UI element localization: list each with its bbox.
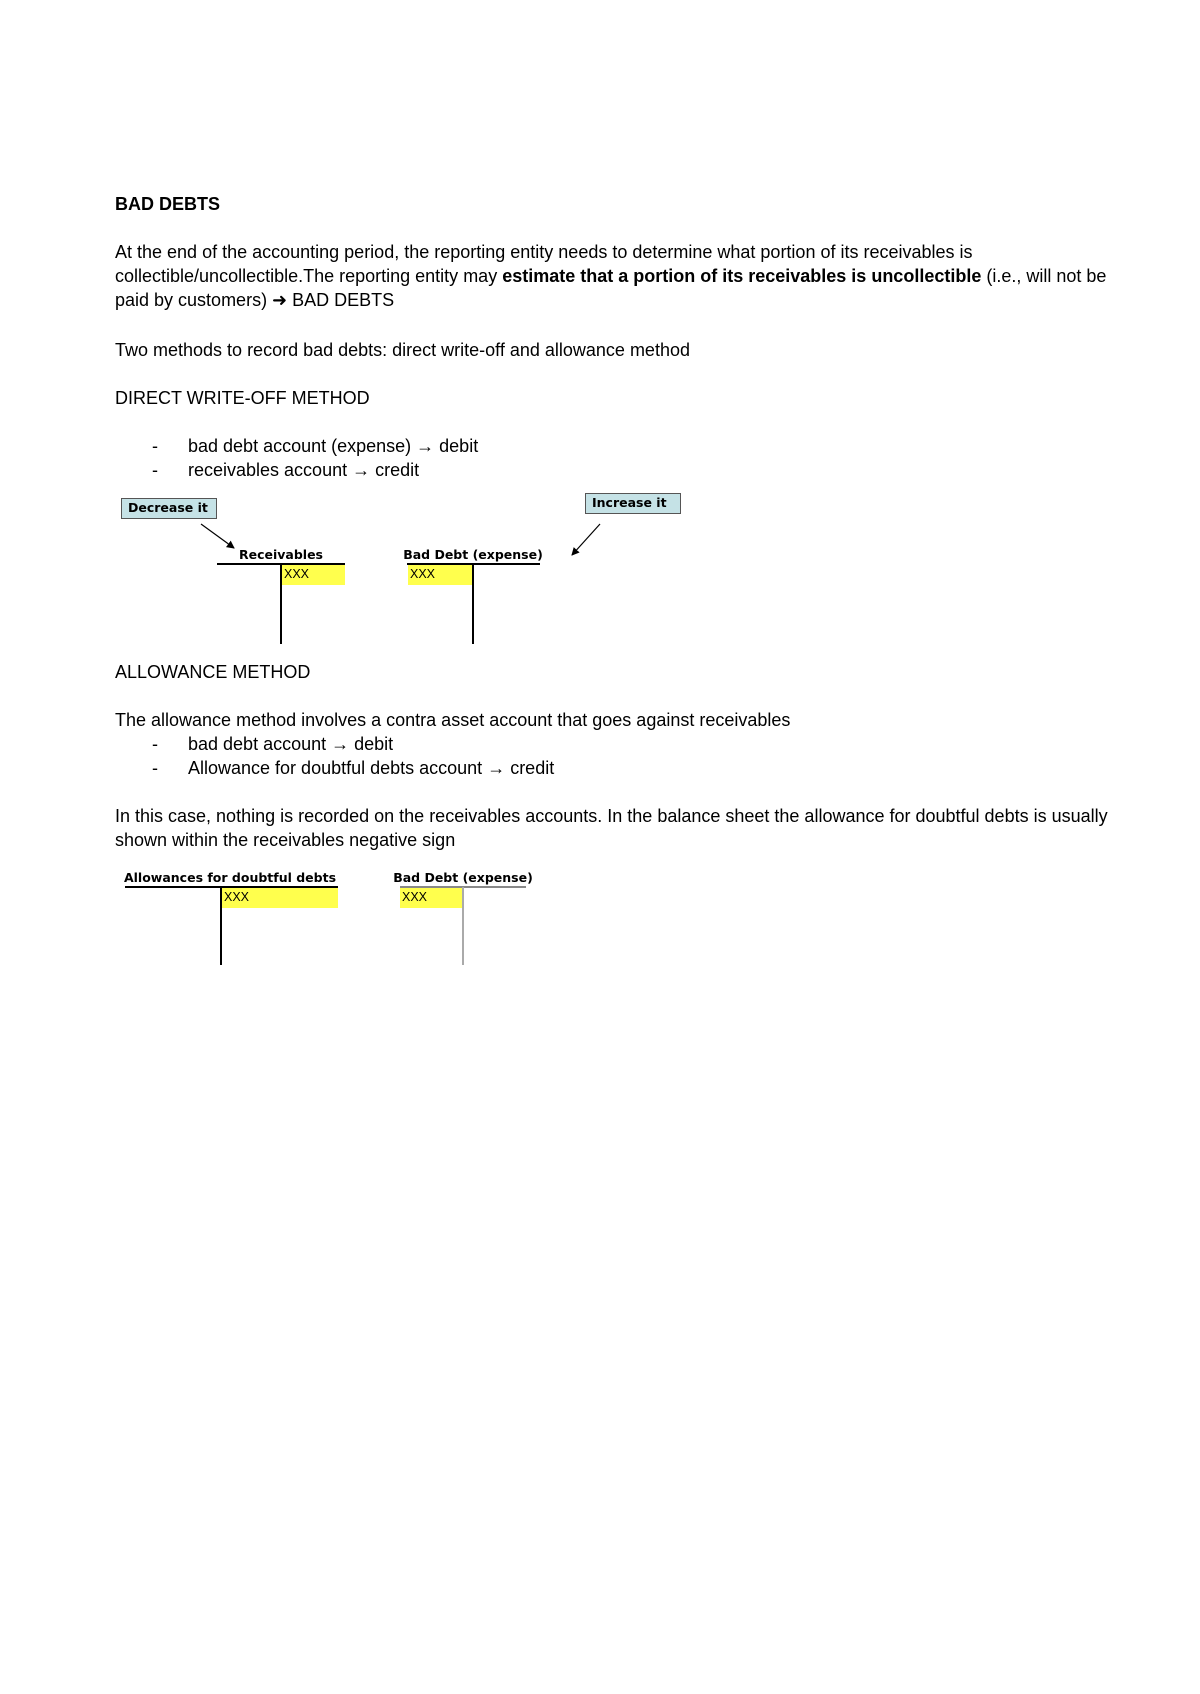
bad-debt-account-title-2: Bad Debt (expense) [393,870,533,885]
receivables-credit-cell: XXX [282,565,345,585]
allowance-account-title: Allowances for doubtful debts [123,870,337,885]
increase-arrow-line [572,524,600,555]
allowance-credit-cell: XXX [222,888,338,908]
intro-text-part1: At the end of the accounting period, the reporting entity needs to determine what portion of its receivables is collectible/uncollectible.The reporting entity may [115,242,973,286]
bullet-text: Allowance for doubtful debts account → credit [188,758,555,778]
two-methods-text: Two methods to record bad debts: direct write-off and allowance method [115,340,690,360]
bullet-dash: - [152,436,158,456]
receivables-account-title: Receivables [238,547,324,562]
bullet-text: bad debt account → debit [188,734,394,754]
decrease-label-box: Decrease it [121,498,217,519]
bullet-text: bad debt account (expense) → debit [188,436,479,456]
allowance-method-title: ALLOWANCE METHOD [115,662,311,682]
page-title: BAD DEBTS [115,194,221,214]
bullet-dash: - [152,460,158,480]
bad-debt-t-vertical [472,564,474,644]
intro-bold-text: estimate that a portion of its receivables is uncollectible [502,266,982,286]
bad-debt-debit-cell: XXX [408,565,472,585]
bullet-dash: - [152,734,158,754]
allowance-note-text: In this case, nothing is recorded on the receivables accounts. In the balance sheet the allowance for doubtful debts is usually shown within the receivables negative sign [115,806,1108,850]
bad-debt-t-vertical-2 [462,887,464,965]
intro-text-part2: (i.e., will not be paid by customers) ➜ BAD DEBTS [115,266,1107,310]
increase-label-box: Increase it [585,493,681,514]
bad-debt-account-title: Bad Debt (expense) [403,547,543,562]
bad-debt-debit-cell-2: XXX [400,888,462,908]
direct-method-title: DIRECT WRITE-OFF METHOD [115,388,370,408]
bullet-dash: - [152,758,158,778]
allowance-intro-text: The allowance method involves a contra asset account that goes against receivables [115,710,791,730]
decrease-arrow-line [201,524,234,548]
bullet-text: receivables account → credit [188,460,420,480]
